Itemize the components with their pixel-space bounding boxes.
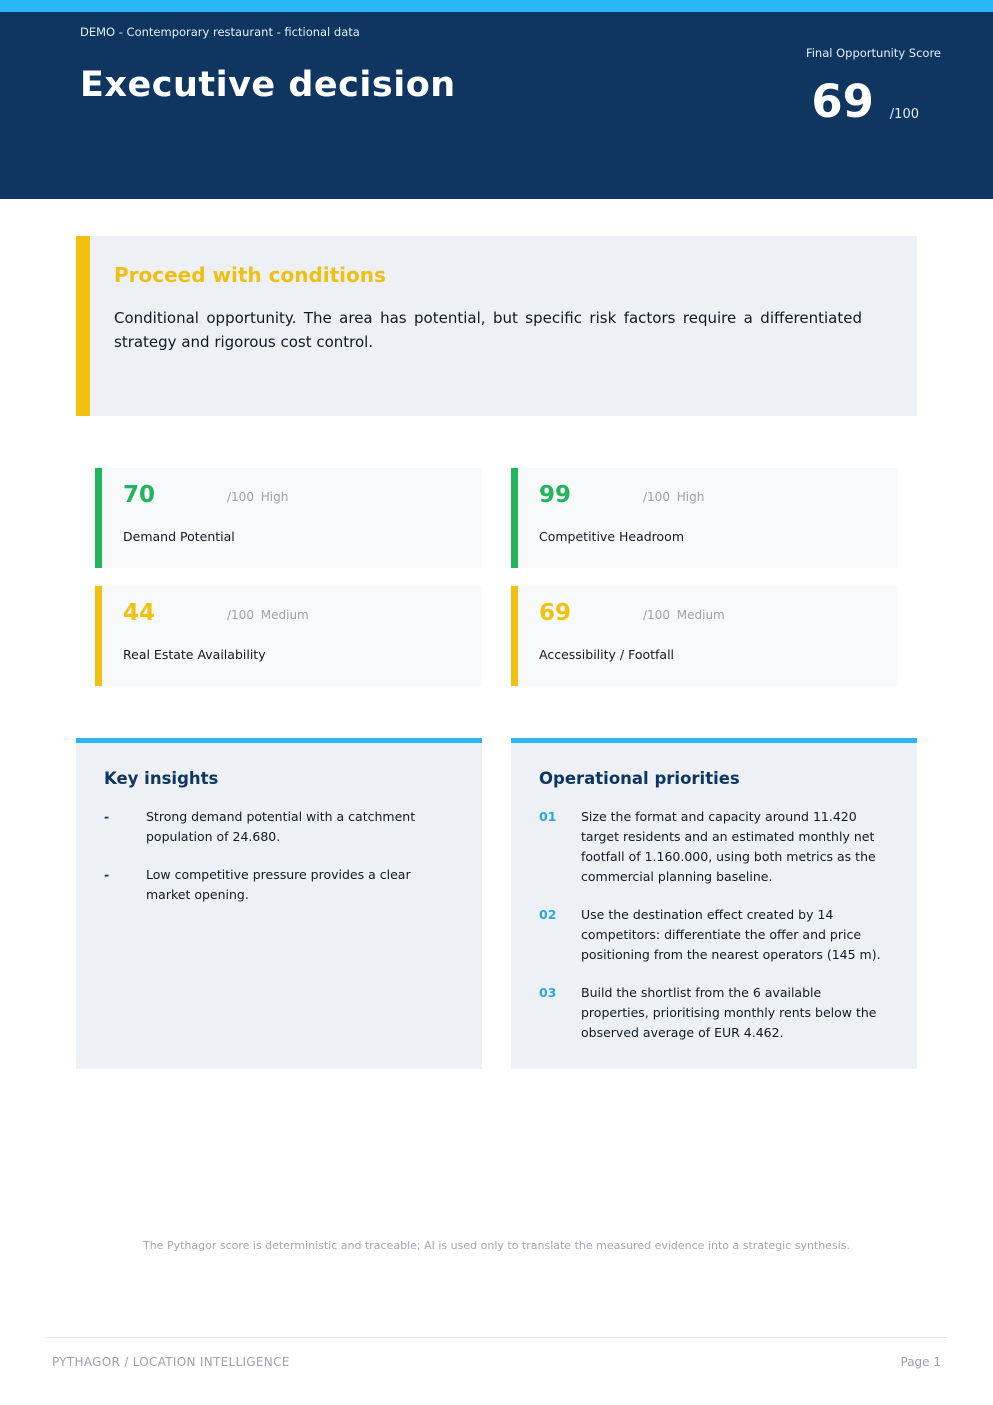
priority-text: Build the shortlist from the 6 available properties, prioritising monthly rents below the observed average of EUR 4.462. (581, 985, 877, 1040)
key-insights-list (104, 807, 454, 923)
metric-value: 69 (539, 600, 572, 626)
footer-divider (46, 1337, 947, 1338)
metric-accent-bar (95, 586, 102, 686)
metric-scale: /100 Medium (643, 608, 725, 622)
metric-label: Accessibility / Footfall (539, 647, 675, 662)
insight-text: Strong demand potential with a catchment population of 24.680. (146, 809, 416, 844)
metric-label: Demand Potential (123, 529, 235, 544)
metric-scale: /100 High (643, 490, 705, 504)
list-item (104, 865, 454, 905)
decision-title: Proceed with conditions (114, 263, 386, 287)
priority-number: 03 (539, 985, 557, 1000)
metric-scale: /100 Medium (227, 608, 309, 622)
metric-value: 70 (123, 482, 156, 508)
operational-priorities-list (539, 807, 889, 1061)
final-score-value: 69 (811, 75, 874, 128)
priority-text: Use the destination effect created by 14 competitors: differentiate the offer and price positioning from the nearest operators (145 m). (581, 907, 881, 962)
key-insights-panel (76, 738, 482, 1069)
metric-card-accessibility-footfall (511, 586, 898, 686)
list-item (539, 983, 889, 1043)
metric-card-competitive-headroom (511, 468, 898, 568)
list-item (539, 905, 889, 965)
operational-priorities-title: Operational priorities (539, 769, 740, 788)
metric-accent-bar (511, 468, 518, 568)
metric-accent-bar (511, 586, 518, 686)
metric-accent-bar (95, 468, 102, 568)
metric-label: Competitive Headroom (539, 529, 685, 544)
priority-number: 01 (539, 809, 557, 824)
metric-card-real-estate-availability (95, 586, 482, 686)
metric-card-demand-potential (95, 468, 482, 568)
metric-label: Real Estate Availability (123, 647, 266, 662)
list-item (539, 807, 889, 887)
methodology-footnote: The Pythagor score is deterministic and traceable; AI is used only to translate the measured evidence into a strategic synthesis. (142, 1239, 850, 1252)
decision-card (76, 236, 917, 416)
insight-text: Low competitive pressure provides a clear market opening. (146, 867, 411, 902)
metric-value: 99 (539, 482, 572, 508)
metric-value: 44 (123, 600, 156, 626)
decision-accent-bar (76, 236, 90, 416)
key-insights-title: Key insights (104, 769, 219, 788)
footer-brand: PYTHAGOR / LOCATION INTELLIGENCE (52, 1355, 290, 1369)
page-number: Page 1 (900, 1355, 941, 1369)
page-header (0, 12, 993, 199)
metric-scale: /100 High (227, 490, 289, 504)
top-accent-bar (0, 0, 993, 12)
operational-priorities-panel (511, 738, 917, 1069)
bullet-marker: - (104, 809, 110, 824)
demo-label: DEMO - Contemporary restaurant - fictional data (80, 25, 360, 39)
final-score-label: Final Opportunity Score (805, 46, 941, 60)
bullet-marker: - (104, 867, 110, 882)
page-title: Executive decision (80, 65, 456, 105)
list-item (104, 807, 454, 847)
priority-number: 02 (539, 907, 557, 922)
decision-text: Conditional opportunity. The area has potential, but specific risk factors require a differentiated strategy and rigorous cost control. (114, 309, 862, 351)
final-score-max: /100 (889, 107, 919, 122)
priority-text: Size the format and capacity around 11.420 target residents and an estimated monthly net footfall of 1.160.000, using both metrics as the commercial planning baseline. (581, 809, 876, 884)
